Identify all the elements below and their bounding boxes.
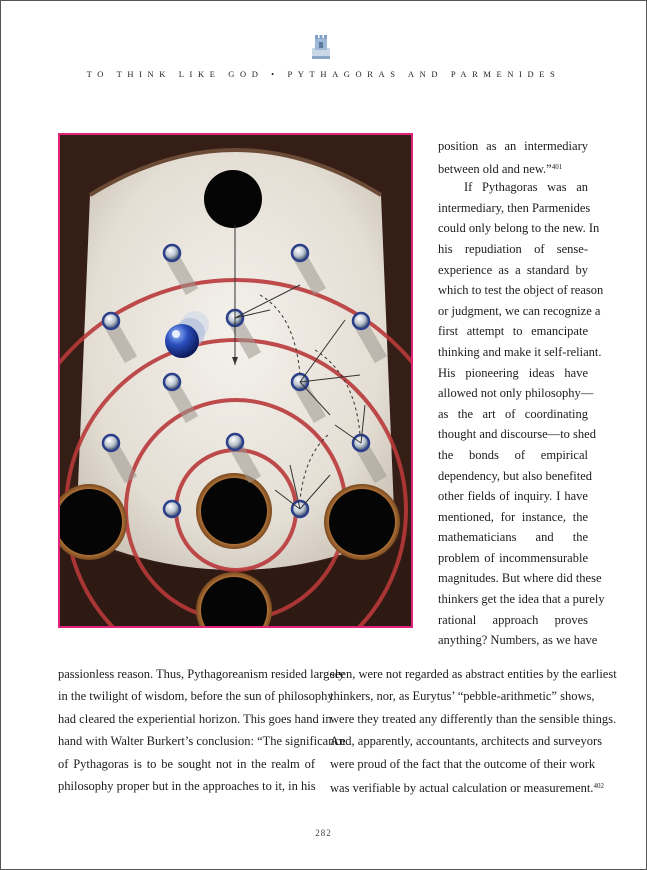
castle-tower-logo <box>310 34 332 60</box>
text-line: were proud of the fact that the outcome of their work <box>330 756 596 771</box>
right-column-text <box>438 136 605 651</box>
text-line: in the twilight of wisdom, before the sun of philosophy <box>58 689 334 704</box>
page-number: 282 <box>315 828 332 838</box>
text-line: first attempt to emancipate <box>438 324 588 339</box>
text-line: as the art of coordinating <box>438 406 588 421</box>
text-line: could only belong to the new. In <box>438 221 600 236</box>
text-line: dependency, but also benefited <box>438 468 592 483</box>
lower-left-text <box>58 663 346 797</box>
text-line: magnitudes. But where did these <box>438 571 602 586</box>
footnote-ref-402: 402 <box>593 781 604 790</box>
text-line: problem of incommensurable <box>438 550 588 565</box>
text-line: thinking and make it self-reliant. <box>438 344 602 359</box>
text-line: mathematicians and the <box>438 530 588 545</box>
text-line: were they treated any differently than the sensible things. <box>330 711 617 726</box>
text-line: mentioned, for instance, the <box>438 509 588 524</box>
text-line: His pioneering ideas have <box>438 365 588 380</box>
text-line: passionless reason. Thus, Pythagoreanism resided largely <box>58 667 345 681</box>
text-line-with-footnote <box>438 157 588 178</box>
text-line: anything? Numbers, as we have <box>438 633 598 648</box>
text-line: intermediary, then Parmenides <box>438 200 591 215</box>
text-line: thinkers, nor, as Eurytus’ “pebble-arithmetic” shows, <box>330 689 595 704</box>
text-line: which to test the object of reason <box>438 283 604 298</box>
text-line: philosophy proper but in the approaches to it, in his <box>58 778 316 793</box>
text-line: thought and discourse—to shed <box>438 427 596 442</box>
text-line: thinkers get the idea that a purely <box>438 592 605 607</box>
text-line: position as an intermediary <box>438 139 588 153</box>
text-line: other fields of inquiry. I have <box>438 489 588 504</box>
footnote-ref-401: 401 <box>551 162 563 171</box>
running-head: TO THINK LIKE GOD • PYTHAGORAS AND PARMENIDES <box>86 69 561 79</box>
text-line-with-footnote <box>330 775 604 797</box>
text-line: experience as a standard by <box>438 262 588 277</box>
text-line: rational approach proves <box>438 612 588 627</box>
text-line: And, apparently, accountants, architects and surveyors <box>330 734 603 749</box>
text-line: If Pythagoras was an <box>464 180 588 195</box>
text-line: of Pythagoras is to be sought not in the realm of <box>58 756 315 771</box>
text-line: allowed not only philosophy— <box>438 386 594 401</box>
text-line: his repudiation of sense- <box>438 241 588 256</box>
text-line: the bonds of empirical <box>438 447 588 462</box>
text-line: hand with Walter Burkert’s conclusion: “The significance <box>58 734 346 749</box>
text-line: or judgment, we can recognize a <box>438 303 601 318</box>
lower-right-text <box>330 663 617 797</box>
text-line: had cleared the experiential horizon. This goes hand in <box>58 711 332 726</box>
text-line: was verifiable by actual calculation or measurement. <box>330 780 594 795</box>
pinball-board-illustration <box>58 133 413 628</box>
text-line: seen, were not regarded as abstract entities by the earliest <box>330 667 617 681</box>
text-line: between old and new.” <box>438 161 552 176</box>
